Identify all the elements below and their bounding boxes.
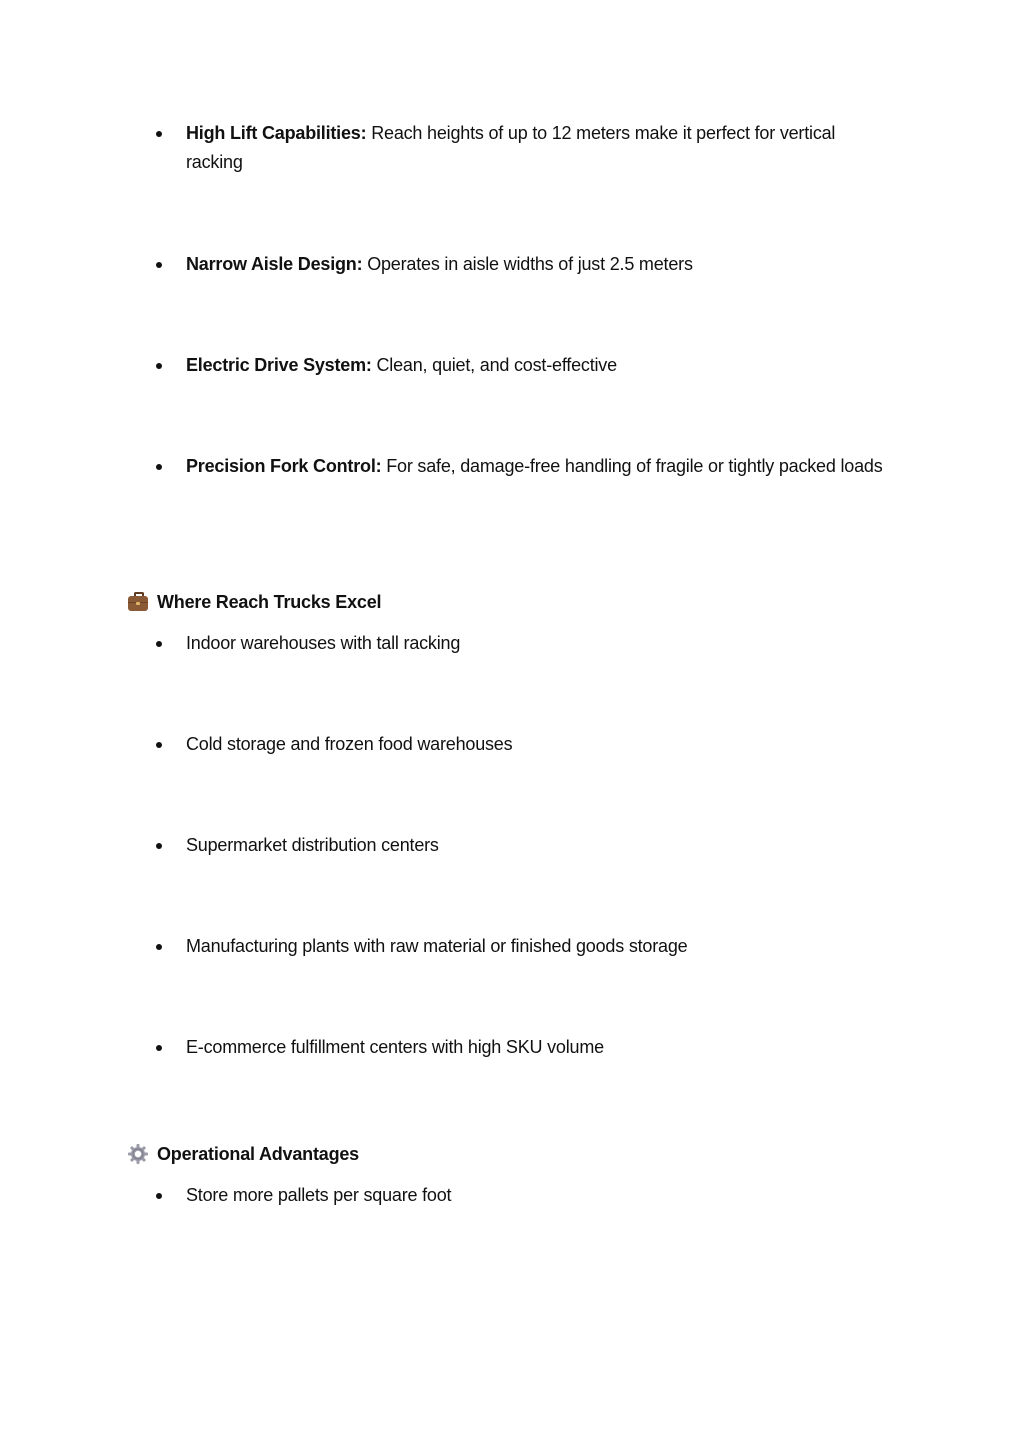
bullet-dot xyxy=(156,742,162,748)
bullet-dot xyxy=(156,262,162,268)
list-item-text: Cold storage and frozen food warehouses xyxy=(186,734,513,754)
feature-description: Operates in aisle widths of just 2.5 meters xyxy=(362,254,693,274)
bullet-dot xyxy=(156,363,162,369)
bullet-dot xyxy=(156,843,162,849)
bullet-dot xyxy=(156,944,162,950)
feature-label: Precision Fork Control: xyxy=(186,456,382,476)
feature-description: Reach heights of up to 12 meters make it perfect for vertical racking xyxy=(186,123,836,172)
bullet-dot xyxy=(156,1193,162,1199)
list-item-text: Store more pallets per square foot xyxy=(186,1185,452,1205)
bullet-dot xyxy=(156,464,162,470)
list-item-text: Indoor warehouses with tall racking xyxy=(186,633,461,653)
feature-label: High Lift Capabilities: xyxy=(186,123,367,143)
section-heading-excel xyxy=(127,590,381,614)
bullet-dot xyxy=(156,131,162,137)
feature-text xyxy=(186,119,886,177)
feature-description: Clean, quiet, and cost-effective xyxy=(371,355,617,375)
feature-label: Electric Drive System: xyxy=(186,355,372,375)
feature-text xyxy=(186,250,886,279)
feature-label: Narrow Aisle Design: xyxy=(186,254,363,274)
feature-text xyxy=(186,452,886,481)
section-heading-advantages xyxy=(127,1142,359,1166)
gear-icon xyxy=(127,1143,149,1165)
feature-text xyxy=(186,351,886,380)
list-item-text: Supermarket distribution centers xyxy=(186,835,439,855)
bullet-dot xyxy=(156,1045,162,1051)
section-title: Where Reach Trucks Excel xyxy=(157,591,382,612)
section-title: Operational Advantages xyxy=(157,1143,359,1164)
briefcase-icon xyxy=(127,591,149,613)
bullet-dot xyxy=(156,641,162,647)
feature-description: For safe, damage-free handling of fragile or tightly packed loads xyxy=(381,456,883,476)
list-item-text: E-commerce fulfillment centers with high SKU volume xyxy=(186,1037,604,1057)
list-item-text: Manufacturing plants with raw material or finished goods storage xyxy=(186,936,688,956)
